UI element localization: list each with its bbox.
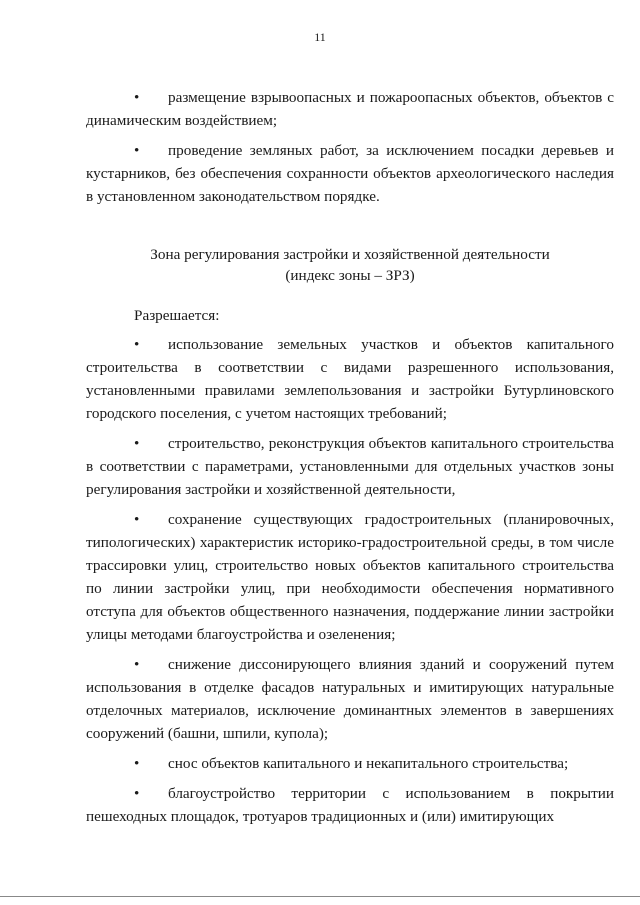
bullet-marker: • xyxy=(134,336,140,353)
list-item-text: размещение взрывоопасных и пожароопасных объектов, объектов с динамическим воздействием; xyxy=(86,89,614,129)
document-body xyxy=(86,86,614,828)
bullet-marker: • xyxy=(134,142,140,159)
list-item-text: снос объектов капитального и некапитального строительства; xyxy=(168,755,569,772)
list-item-text: строительство, реконструкция объектов капитального строительства в соответствии с параметрами, установленными для отдельных участков зоны регулирования застройки и хозяйственной деятельности, xyxy=(86,435,614,498)
section-heading-title: Зона регулирования застройки и хозяйственной деятельности xyxy=(150,246,550,263)
list-item-text: проведение земляных работ, за исключением посадки деревьев и кустарников, без обеспечения сохранности объектов археологического наследия в установленном законодательством порядке. xyxy=(86,142,614,205)
section-heading-subtitle: (индекс зоны – ЗРЗ) xyxy=(285,267,415,284)
list-item xyxy=(86,752,614,775)
list-item xyxy=(86,653,614,745)
section-heading xyxy=(86,244,614,286)
page-bottom-edge xyxy=(0,896,640,897)
list-item-text: снижение диссонирующего влияния зданий и сооружений путем использования в отделке фасадов натуральных и имитирующих натуральные отделочных материалов, исключение доминантных элементов в завершениях сооружений (башни, шпили, купола); xyxy=(86,656,614,742)
list-item xyxy=(86,86,614,132)
list-item-text: благоустройство территории с использованием в покрытии пешеходных площадок, тротуаров традиционных и (или) имитирующих xyxy=(86,785,614,825)
list-item xyxy=(86,333,614,425)
bullet-marker: • xyxy=(134,755,140,772)
bullet-marker: • xyxy=(134,656,140,673)
list-item-text: использование земельных участков и объектов капитального строительства в соответствии с видами разрешенного использования, установленными правилами землепользования и застройки Бутурлиновского городского поселения, с учетом настоящих требований; xyxy=(86,336,614,422)
bullet-marker: • xyxy=(134,89,140,106)
bullet-marker: • xyxy=(134,435,140,452)
list-item xyxy=(86,508,614,646)
list-item xyxy=(86,432,614,501)
list-item xyxy=(86,139,614,208)
list-item xyxy=(86,782,614,828)
page-number: 11 xyxy=(314,30,326,44)
bullet-marker: • xyxy=(134,511,140,528)
bullet-marker: • xyxy=(134,785,140,802)
list-item-text: сохранение существующих градостроительных (планировочных, типологических) характеристик историко-градостроительной среды, в том числе трассировки улиц, строительство новых объектов капитального строительства по линии застройки улиц, при необходимости обеспечения нормативного отступа для объектов общественного назначения, поддержание линии застройки улицы методами благоустройства и озеленения; xyxy=(86,511,614,643)
intro-text: Разрешается: xyxy=(134,307,220,324)
